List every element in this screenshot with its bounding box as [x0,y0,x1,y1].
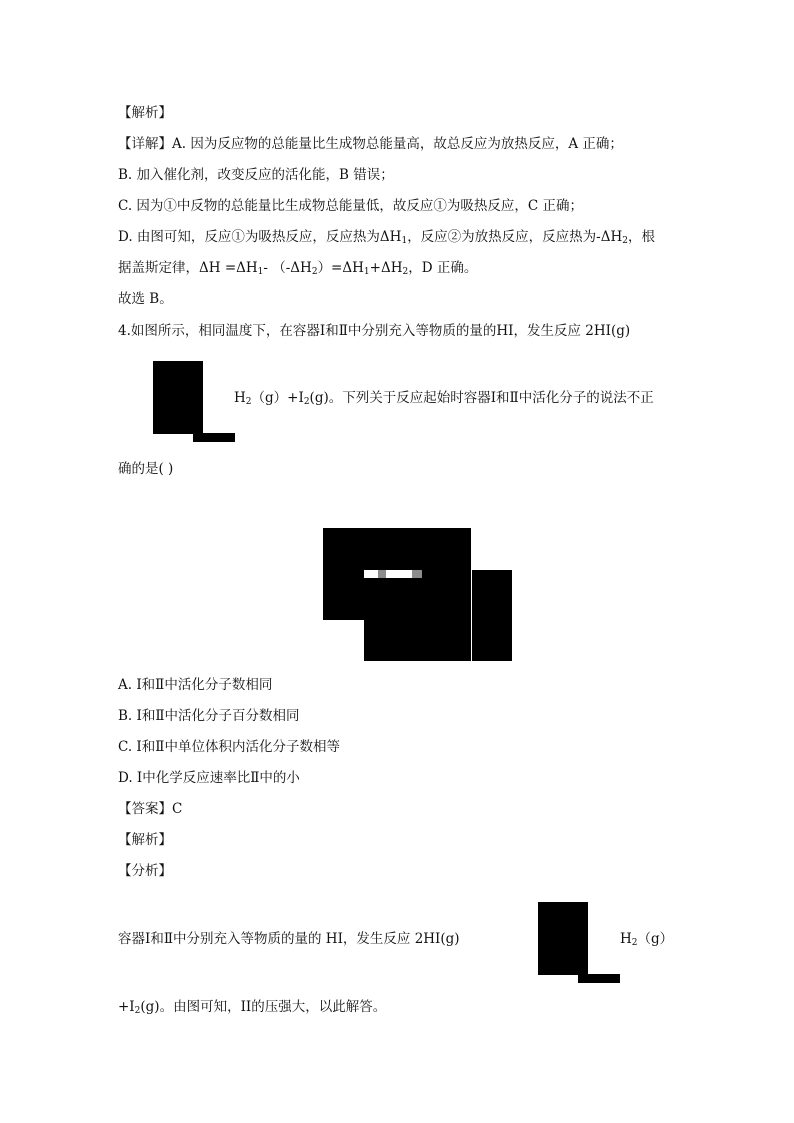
subscript: 2 [245,397,252,407]
text-segment: （g） [637,931,674,947]
subscript: 1 [401,236,408,246]
subscript: 2 [134,1006,141,1016]
subscript: 1 [257,267,264,277]
option-c: C. Ⅰ和Ⅱ中单位体积内活化分子数相等 [118,739,340,755]
figure-valve-left [378,570,386,578]
subscript: 2 [402,267,409,277]
question-stem-line3: 确的是( ) [118,461,174,477]
reversible-arrow-image [153,361,203,434]
option-d: D. Ⅰ中化学反应速率比Ⅱ中的小 [118,770,300,786]
text-segment: (g)。下列关于反应起始时容器Ⅰ和Ⅱ中活化分子的说法不正 [309,390,654,406]
figure-block-mid [323,578,471,620]
reversible-arrow-image [538,902,588,975]
text-segment: ）=ΔH [317,260,364,276]
figure-block-top [323,528,471,570]
text-segment: 据盖斯定律，ΔH =ΔH [118,260,258,276]
fenxi-header: 【分析】 [118,863,172,879]
figure-valve-right [412,570,422,578]
figure-block-bottom [364,620,471,661]
detail-line-b: B. 加入催化剂，改变反应的活化能，B 错误； [118,167,394,183]
option-b: B. Ⅰ和Ⅱ中活化分子百分数相同 [118,708,300,724]
figure-block-right [472,570,512,661]
subscript: 2 [622,236,629,246]
answer: 【答案】C [118,801,183,817]
subscript: 2 [631,938,638,948]
detail-label: 【详解】 [118,136,172,152]
text-segment: ，D 正确。 [408,260,478,276]
option-a: A. Ⅰ和Ⅱ中活化分子数相同 [118,677,273,693]
subscript: 2 [303,397,310,407]
text-segment: +ΔH [369,260,403,276]
reversible-arrow-image-tail [193,433,235,442]
text-segment: H [234,390,246,406]
detail-text-a: A. 因为反应物的总能量比生成物总能量高，故总反应为放热反应，A 正确； [172,136,623,152]
analysis-header: 【解析】 [118,105,172,121]
detail-line-d1 [118,228,655,246]
figure-valve-gap [386,570,412,578]
detail-line-c: C. 因为①中反物的总能量比生成物总能量低，故反应①为吸热反应，C 正确； [118,198,584,214]
question-stem-line2 [234,389,654,407]
text-segment: (g)。由图可知，II的压强大，以此解答。 [140,999,387,1015]
text-segment: ，反应②为放热反应，反应热为-ΔH [407,229,623,245]
text-segment: D. 由图可知，反应①为吸热反应，反应热为ΔH [118,229,402,245]
fenxi-line2 [118,998,386,1016]
text-segment: ，根 [628,229,656,245]
conclusion: 故选 B。 [118,291,173,307]
detail-line-a [118,135,623,153]
analysis-header-2: 【解析】 [118,832,172,848]
fenxi-line1: 容器Ⅰ和Ⅱ中分别充入等物质的量的 HI，发生反应 2HI(g) [118,931,460,947]
detail-line-d2 [118,259,477,277]
fenxi-line1-right [620,930,673,948]
question-stem-line1: 4.如图所示，相同温度下，在容器Ⅰ和Ⅱ中分别充入等物质的量的HI，发生反应 2HI(g) [118,323,631,339]
text-segment: H [620,931,632,947]
figure-valve-gap [364,570,378,578]
text-segment: - （-ΔH [263,260,312,276]
reversible-arrow-image-tail [578,974,620,983]
text-segment: （g）+I [251,390,304,406]
subscript: 2 [311,267,318,277]
subscript: 1 [363,267,370,277]
text-segment: +I [118,999,135,1015]
